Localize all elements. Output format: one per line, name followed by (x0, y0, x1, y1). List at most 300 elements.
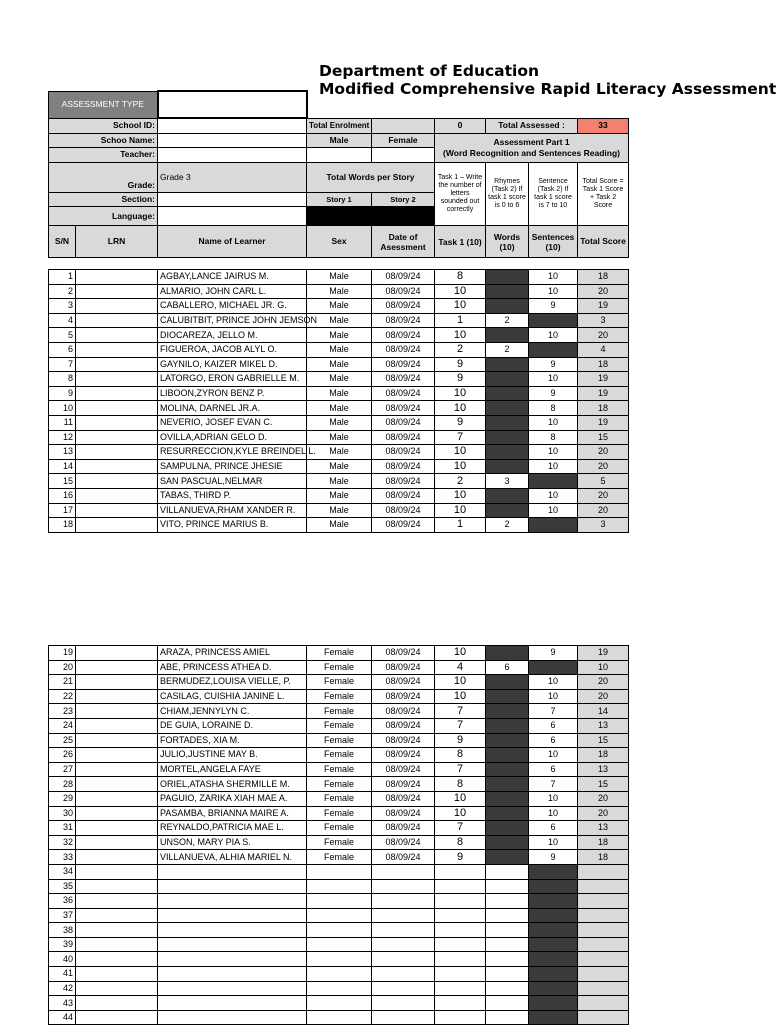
row-name[interactable]: DIOCAREZA, JELLO M. (158, 328, 307, 343)
row-lrn[interactable] (76, 967, 158, 982)
row-date[interactable]: 08/09/24 (372, 503, 435, 518)
row-name[interactable]: OVILLA,ADRIAN GELO D. (158, 430, 307, 445)
language-input[interactable] (158, 207, 307, 226)
row-task1[interactable] (435, 879, 486, 894)
row-date[interactable]: 08/09/24 (372, 733, 435, 748)
section-input[interactable] (158, 192, 307, 207)
row-words[interactable] (486, 689, 529, 704)
row-lrn[interactable] (76, 952, 158, 967)
row-task1[interactable]: 7 (435, 430, 486, 445)
row-words[interactable] (486, 646, 529, 661)
row-sex[interactable]: Male (307, 503, 372, 518)
assessment-type-input[interactable] (158, 91, 307, 118)
row-task1[interactable] (435, 952, 486, 967)
row-sex[interactable] (307, 908, 372, 923)
row-lrn[interactable] (76, 313, 158, 328)
row-sentences[interactable] (529, 894, 578, 909)
row-words[interactable] (486, 270, 529, 285)
row-name[interactable]: TABAS, THIRD P. (158, 488, 307, 503)
row-sex[interactable]: Male (307, 342, 372, 357)
row-lrn[interactable] (76, 777, 158, 792)
row-name[interactable] (158, 894, 307, 909)
row-date[interactable]: 08/09/24 (372, 850, 435, 865)
row-lrn[interactable] (76, 864, 158, 879)
row-words[interactable] (486, 748, 529, 763)
row-date[interactable]: 08/09/24 (372, 342, 435, 357)
row-sentences[interactable]: 10 (529, 372, 578, 387)
row-date[interactable] (372, 981, 435, 996)
row-words[interactable] (486, 372, 529, 387)
row-words[interactable] (486, 704, 529, 719)
row-task1[interactable]: 1 (435, 518, 486, 533)
row-name[interactable] (158, 952, 307, 967)
row-lrn[interactable] (76, 762, 158, 777)
row-date[interactable]: 08/09/24 (372, 762, 435, 777)
row-sentences[interactable] (529, 937, 578, 952)
row-sentences[interactable]: 10 (529, 284, 578, 299)
row-lrn[interactable] (76, 342, 158, 357)
row-date[interactable] (372, 894, 435, 909)
row-lrn[interactable] (76, 894, 158, 909)
row-name[interactable] (158, 981, 307, 996)
row-lrn[interactable] (76, 357, 158, 372)
row-date[interactable]: 08/09/24 (372, 270, 435, 285)
row-name[interactable]: UNSON, MARY PIA S. (158, 835, 307, 850)
row-date[interactable]: 08/09/24 (372, 474, 435, 489)
row-words[interactable] (486, 996, 529, 1011)
row-name[interactable] (158, 1010, 307, 1025)
row-task1[interactable]: 8 (435, 748, 486, 763)
row-lrn[interactable] (76, 791, 158, 806)
row-date[interactable]: 08/09/24 (372, 488, 435, 503)
row-name[interactable]: FIGUEROA, JACOB ALYL O. (158, 342, 307, 357)
row-name[interactable]: MORTEL,ANGELA FAYE (158, 762, 307, 777)
row-name[interactable]: ALMARIO, JOHN CARL L. (158, 284, 307, 299)
row-words[interactable] (486, 401, 529, 416)
row-lrn[interactable] (76, 733, 158, 748)
row-task1[interactable]: 10 (435, 328, 486, 343)
row-sex[interactable]: Male (307, 270, 372, 285)
row-task1[interactable] (435, 937, 486, 952)
row-name[interactable]: GAYNILO, KAIZER MIKEL D. (158, 357, 307, 372)
row-sentences[interactable]: 10 (529, 445, 578, 460)
row-words[interactable] (486, 967, 529, 982)
school-name-input[interactable] (158, 133, 307, 148)
row-name[interactable] (158, 864, 307, 879)
row-date[interactable]: 08/09/24 (372, 357, 435, 372)
row-words[interactable]: 3 (486, 474, 529, 489)
row-words[interactable] (486, 821, 529, 836)
row-sex[interactable]: Female (307, 704, 372, 719)
row-date[interactable]: 08/09/24 (372, 675, 435, 690)
row-name[interactable]: AGBAY,LANCE JAIRUS M. (158, 270, 307, 285)
row-sex[interactable]: Female (307, 733, 372, 748)
row-words[interactable] (486, 459, 529, 474)
row-lrn[interactable] (76, 1010, 158, 1025)
row-task1[interactable]: 10 (435, 806, 486, 821)
row-lrn[interactable] (76, 474, 158, 489)
row-sex[interactable] (307, 996, 372, 1011)
row-sex[interactable]: Male (307, 357, 372, 372)
row-lrn[interactable] (76, 908, 158, 923)
row-date[interactable]: 08/09/24 (372, 415, 435, 430)
row-lrn[interactable] (76, 748, 158, 763)
row-date[interactable]: 08/09/24 (372, 791, 435, 806)
row-name[interactable]: NEVERIO, JOSEF EVAN C. (158, 415, 307, 430)
row-date[interactable]: 08/09/24 (372, 518, 435, 533)
row-task1[interactable]: 9 (435, 850, 486, 865)
row-sentences[interactable]: 9 (529, 646, 578, 661)
row-task1[interactable]: 7 (435, 718, 486, 733)
row-words[interactable] (486, 850, 529, 865)
row-task1[interactable]: 10 (435, 503, 486, 518)
row-name[interactable]: REYNALDO,PATRICIA MAE L. (158, 821, 307, 836)
row-task1[interactable]: 8 (435, 270, 486, 285)
row-words[interactable] (486, 718, 529, 733)
row-task1[interactable]: 9 (435, 372, 486, 387)
row-date[interactable]: 08/09/24 (372, 430, 435, 445)
row-name[interactable]: VILLANUEVA, ALHIA MARIEL N. (158, 850, 307, 865)
row-date[interactable] (372, 996, 435, 1011)
row-sentences[interactable]: 10 (529, 748, 578, 763)
row-sentences[interactable]: 9 (529, 386, 578, 401)
row-sentences[interactable]: 10 (529, 503, 578, 518)
row-sentences[interactable] (529, 879, 578, 894)
row-name[interactable]: VITO, PRINCE MARIUS B. (158, 518, 307, 533)
row-lrn[interactable] (76, 660, 158, 675)
row-sex[interactable] (307, 1010, 372, 1025)
row-lrn[interactable] (76, 445, 158, 460)
row-name[interactable]: LIBOON,ZYRON BENZ P. (158, 386, 307, 401)
row-sentences[interactable]: 6 (529, 733, 578, 748)
row-sentences[interactable] (529, 660, 578, 675)
row-sentences[interactable]: 10 (529, 415, 578, 430)
row-lrn[interactable] (76, 835, 158, 850)
row-lrn[interactable] (76, 270, 158, 285)
row-task1[interactable]: 8 (435, 777, 486, 792)
row-lrn[interactable] (76, 996, 158, 1011)
row-date[interactable] (372, 864, 435, 879)
female-count[interactable] (372, 148, 435, 163)
row-sentences[interactable]: 6 (529, 718, 578, 733)
row-words[interactable] (486, 981, 529, 996)
row-lrn[interactable] (76, 401, 158, 416)
row-sex[interactable]: Female (307, 791, 372, 806)
row-sex[interactable]: Male (307, 299, 372, 314)
row-words[interactable] (486, 503, 529, 518)
row-date[interactable]: 08/09/24 (372, 284, 435, 299)
grade-value[interactable]: Grade 3 (158, 162, 307, 192)
row-task1[interactable]: 10 (435, 675, 486, 690)
row-task1[interactable]: 10 (435, 488, 486, 503)
row-date[interactable]: 08/09/24 (372, 777, 435, 792)
row-sentences[interactable] (529, 313, 578, 328)
row-date[interactable] (372, 1010, 435, 1025)
row-sex[interactable]: Female (307, 850, 372, 865)
row-date[interactable]: 08/09/24 (372, 328, 435, 343)
row-sentences[interactable]: 10 (529, 488, 578, 503)
row-sex[interactable]: Female (307, 762, 372, 777)
story2-value[interactable] (372, 207, 435, 226)
row-name[interactable]: BERMUDEZ,LOUISA VIELLE, P. (158, 675, 307, 690)
row-date[interactable] (372, 937, 435, 952)
row-task1[interactable] (435, 864, 486, 879)
row-lrn[interactable] (76, 937, 158, 952)
row-lrn[interactable] (76, 923, 158, 938)
row-lrn[interactable] (76, 518, 158, 533)
row-lrn[interactable] (76, 488, 158, 503)
row-sex[interactable]: Male (307, 328, 372, 343)
row-date[interactable]: 08/09/24 (372, 704, 435, 719)
row-task1[interactable]: 10 (435, 791, 486, 806)
row-words[interactable] (486, 937, 529, 952)
row-sex[interactable]: Female (307, 689, 372, 704)
row-words[interactable] (486, 879, 529, 894)
row-words[interactable] (486, 762, 529, 777)
row-sentences[interactable] (529, 908, 578, 923)
row-sentences[interactable] (529, 1010, 578, 1025)
row-task1[interactable]: 10 (435, 401, 486, 416)
row-sentences[interactable] (529, 474, 578, 489)
male-count[interactable] (307, 148, 372, 163)
row-words[interactable] (486, 488, 529, 503)
row-date[interactable]: 08/09/24 (372, 445, 435, 460)
row-lrn[interactable] (76, 675, 158, 690)
row-words[interactable] (486, 299, 529, 314)
row-date[interactable]: 08/09/24 (372, 718, 435, 733)
row-date[interactable]: 08/09/24 (372, 660, 435, 675)
row-words[interactable] (486, 952, 529, 967)
row-sex[interactable]: Male (307, 415, 372, 430)
row-task1[interactable] (435, 923, 486, 938)
row-sentences[interactable]: 10 (529, 791, 578, 806)
row-sentences[interactable]: 10 (529, 835, 578, 850)
row-sentences[interactable]: 8 (529, 430, 578, 445)
row-task1[interactable]: 2 (435, 342, 486, 357)
row-sex[interactable] (307, 981, 372, 996)
row-name[interactable]: CHIAM,JENNYLYN C. (158, 704, 307, 719)
row-date[interactable]: 08/09/24 (372, 372, 435, 387)
row-sentences[interactable]: 6 (529, 821, 578, 836)
row-date[interactable] (372, 967, 435, 982)
row-task1[interactable]: 9 (435, 415, 486, 430)
row-sex[interactable]: Female (307, 821, 372, 836)
row-task1[interactable]: 10 (435, 646, 486, 661)
row-name[interactable]: FORTADES, XIA M. (158, 733, 307, 748)
row-name[interactable]: CASILAG, CUISHIA JANINE L. (158, 689, 307, 704)
row-sex[interactable] (307, 952, 372, 967)
row-words[interactable]: 2 (486, 342, 529, 357)
row-name[interactable]: PAGUIO, ZARIKA XIAH MAE A. (158, 791, 307, 806)
row-words[interactable] (486, 675, 529, 690)
row-sex[interactable]: Female (307, 675, 372, 690)
row-date[interactable] (372, 952, 435, 967)
row-lrn[interactable] (76, 806, 158, 821)
row-task1[interactable] (435, 894, 486, 909)
row-sentences[interactable] (529, 952, 578, 967)
row-lrn[interactable] (76, 284, 158, 299)
row-name[interactable]: MOLINA, DARNEL JR.A. (158, 401, 307, 416)
row-name[interactable]: LATORGO, ERON GABRIELLE M. (158, 372, 307, 387)
row-date[interactable]: 08/09/24 (372, 748, 435, 763)
row-words[interactable] (486, 806, 529, 821)
row-task1[interactable]: 4 (435, 660, 486, 675)
row-lrn[interactable] (76, 372, 158, 387)
row-sentences[interactable]: 10 (529, 270, 578, 285)
row-name[interactable]: CABALLERO, MICHAEL JR. G. (158, 299, 307, 314)
row-lrn[interactable] (76, 415, 158, 430)
row-sex[interactable]: Male (307, 430, 372, 445)
row-words[interactable] (486, 733, 529, 748)
row-sex[interactable] (307, 894, 372, 909)
teacher-input[interactable] (158, 148, 307, 163)
row-words[interactable] (486, 908, 529, 923)
row-name[interactable]: ORIEL,ATASHA SHERMILLE M. (158, 777, 307, 792)
row-sex[interactable] (307, 967, 372, 982)
row-name[interactable]: PASAMBA, BRIANNA MAIRE A. (158, 806, 307, 821)
row-sex[interactable] (307, 864, 372, 879)
row-task1[interactable]: 10 (435, 459, 486, 474)
row-sex[interactable]: Female (307, 748, 372, 763)
row-sentences[interactable]: 8 (529, 401, 578, 416)
row-sex[interactable]: Male (307, 518, 372, 533)
row-task1[interactable]: 7 (435, 704, 486, 719)
row-sentences[interactable]: 10 (529, 459, 578, 474)
row-words[interactable] (486, 1010, 529, 1025)
row-task1[interactable]: 7 (435, 821, 486, 836)
row-words[interactable]: 2 (486, 313, 529, 328)
row-date[interactable] (372, 908, 435, 923)
row-words[interactable] (486, 894, 529, 909)
row-words[interactable] (486, 923, 529, 938)
row-date[interactable]: 08/09/24 (372, 459, 435, 474)
row-task1[interactable]: 10 (435, 689, 486, 704)
row-sentences[interactable] (529, 923, 578, 938)
story1-value[interactable] (307, 207, 372, 226)
row-words[interactable]: 6 (486, 660, 529, 675)
school-id-input[interactable] (158, 118, 307, 133)
row-sex[interactable]: Male (307, 386, 372, 401)
row-task1[interactable]: 9 (435, 733, 486, 748)
row-name[interactable] (158, 879, 307, 894)
row-sex[interactable]: Male (307, 474, 372, 489)
row-lrn[interactable] (76, 430, 158, 445)
row-sentences[interactable]: 10 (529, 689, 578, 704)
row-sentences[interactable]: 9 (529, 357, 578, 372)
row-words[interactable] (486, 357, 529, 372)
row-lrn[interactable] (76, 328, 158, 343)
row-lrn[interactable] (76, 704, 158, 719)
row-name[interactable]: ARAZA, PRINCESS AMIEL (158, 646, 307, 661)
row-sentences[interactable] (529, 518, 578, 533)
row-name[interactable]: JULIO,JUSTINE MAY B. (158, 748, 307, 763)
row-lrn[interactable] (76, 459, 158, 474)
row-sex[interactable]: Female (307, 777, 372, 792)
row-name[interactable] (158, 937, 307, 952)
row-words[interactable] (486, 430, 529, 445)
row-sentences[interactable]: 9 (529, 850, 578, 865)
row-task1[interactable]: 10 (435, 386, 486, 401)
row-name[interactable] (158, 908, 307, 923)
row-lrn[interactable] (76, 821, 158, 836)
row-task1[interactable]: 10 (435, 445, 486, 460)
row-words[interactable] (486, 445, 529, 460)
row-sentences[interactable]: 6 (529, 762, 578, 777)
row-words[interactable] (486, 835, 529, 850)
row-words[interactable] (486, 284, 529, 299)
row-sentences[interactable]: 7 (529, 777, 578, 792)
row-task1[interactable] (435, 967, 486, 982)
row-lrn[interactable] (76, 879, 158, 894)
row-task1[interactable]: 10 (435, 284, 486, 299)
row-date[interactable] (372, 923, 435, 938)
row-task1[interactable]: 2 (435, 474, 486, 489)
row-task1[interactable] (435, 908, 486, 923)
row-date[interactable]: 08/09/24 (372, 806, 435, 821)
row-name[interactable]: CALUBITBIT, PRINCE JOHN JEMSON (158, 313, 307, 328)
row-task1[interactable]: 9 (435, 357, 486, 372)
row-sentences[interactable]: 10 (529, 675, 578, 690)
row-lrn[interactable] (76, 981, 158, 996)
row-sentences[interactable]: 9 (529, 299, 578, 314)
row-name[interactable]: DE GUIA, LORAINE D. (158, 718, 307, 733)
row-lrn[interactable] (76, 386, 158, 401)
row-sex[interactable] (307, 937, 372, 952)
row-lrn[interactable] (76, 689, 158, 704)
row-name[interactable]: SAMPULNA, PRINCE JHESIE (158, 459, 307, 474)
row-lrn[interactable] (76, 646, 158, 661)
row-task1[interactable]: 10 (435, 299, 486, 314)
row-sex[interactable]: Female (307, 806, 372, 821)
row-name[interactable]: VILLANUEVA,RHAM XANDER R. (158, 503, 307, 518)
row-sentences[interactable] (529, 967, 578, 982)
row-date[interactable]: 08/09/24 (372, 401, 435, 416)
row-task1[interactable] (435, 996, 486, 1011)
row-sex[interactable]: Male (307, 459, 372, 474)
row-date[interactable]: 08/09/24 (372, 386, 435, 401)
row-words[interactable] (486, 777, 529, 792)
row-words[interactable] (486, 415, 529, 430)
row-task1[interactable]: 1 (435, 313, 486, 328)
row-sentences[interactable] (529, 996, 578, 1011)
row-sex[interactable]: Male (307, 284, 372, 299)
row-name[interactable] (158, 923, 307, 938)
row-date[interactable]: 08/09/24 (372, 299, 435, 314)
row-task1[interactable] (435, 981, 486, 996)
row-task1[interactable]: 8 (435, 835, 486, 850)
row-name[interactable]: SAN PASCUAL,NELMAR (158, 474, 307, 489)
row-lrn[interactable] (76, 299, 158, 314)
row-lrn[interactable] (76, 718, 158, 733)
row-sex[interactable] (307, 923, 372, 938)
row-date[interactable]: 08/09/24 (372, 646, 435, 661)
row-name[interactable]: RESURRECCION,KYLE BREINDEL L. (158, 445, 307, 460)
row-sentences[interactable]: 10 (529, 806, 578, 821)
row-sex[interactable]: Female (307, 718, 372, 733)
row-words[interactable] (486, 386, 529, 401)
row-sex[interactable]: Male (307, 372, 372, 387)
row-date[interactable]: 08/09/24 (372, 821, 435, 836)
row-name[interactable] (158, 996, 307, 1011)
row-task1[interactable] (435, 1010, 486, 1025)
row-sex[interactable]: Female (307, 646, 372, 661)
row-date[interactable] (372, 879, 435, 894)
row-words[interactable]: 2 (486, 518, 529, 533)
row-sentences[interactable]: 10 (529, 328, 578, 343)
row-name[interactable] (158, 967, 307, 982)
row-date[interactable]: 08/09/24 (372, 835, 435, 850)
row-sex[interactable]: Male (307, 445, 372, 460)
